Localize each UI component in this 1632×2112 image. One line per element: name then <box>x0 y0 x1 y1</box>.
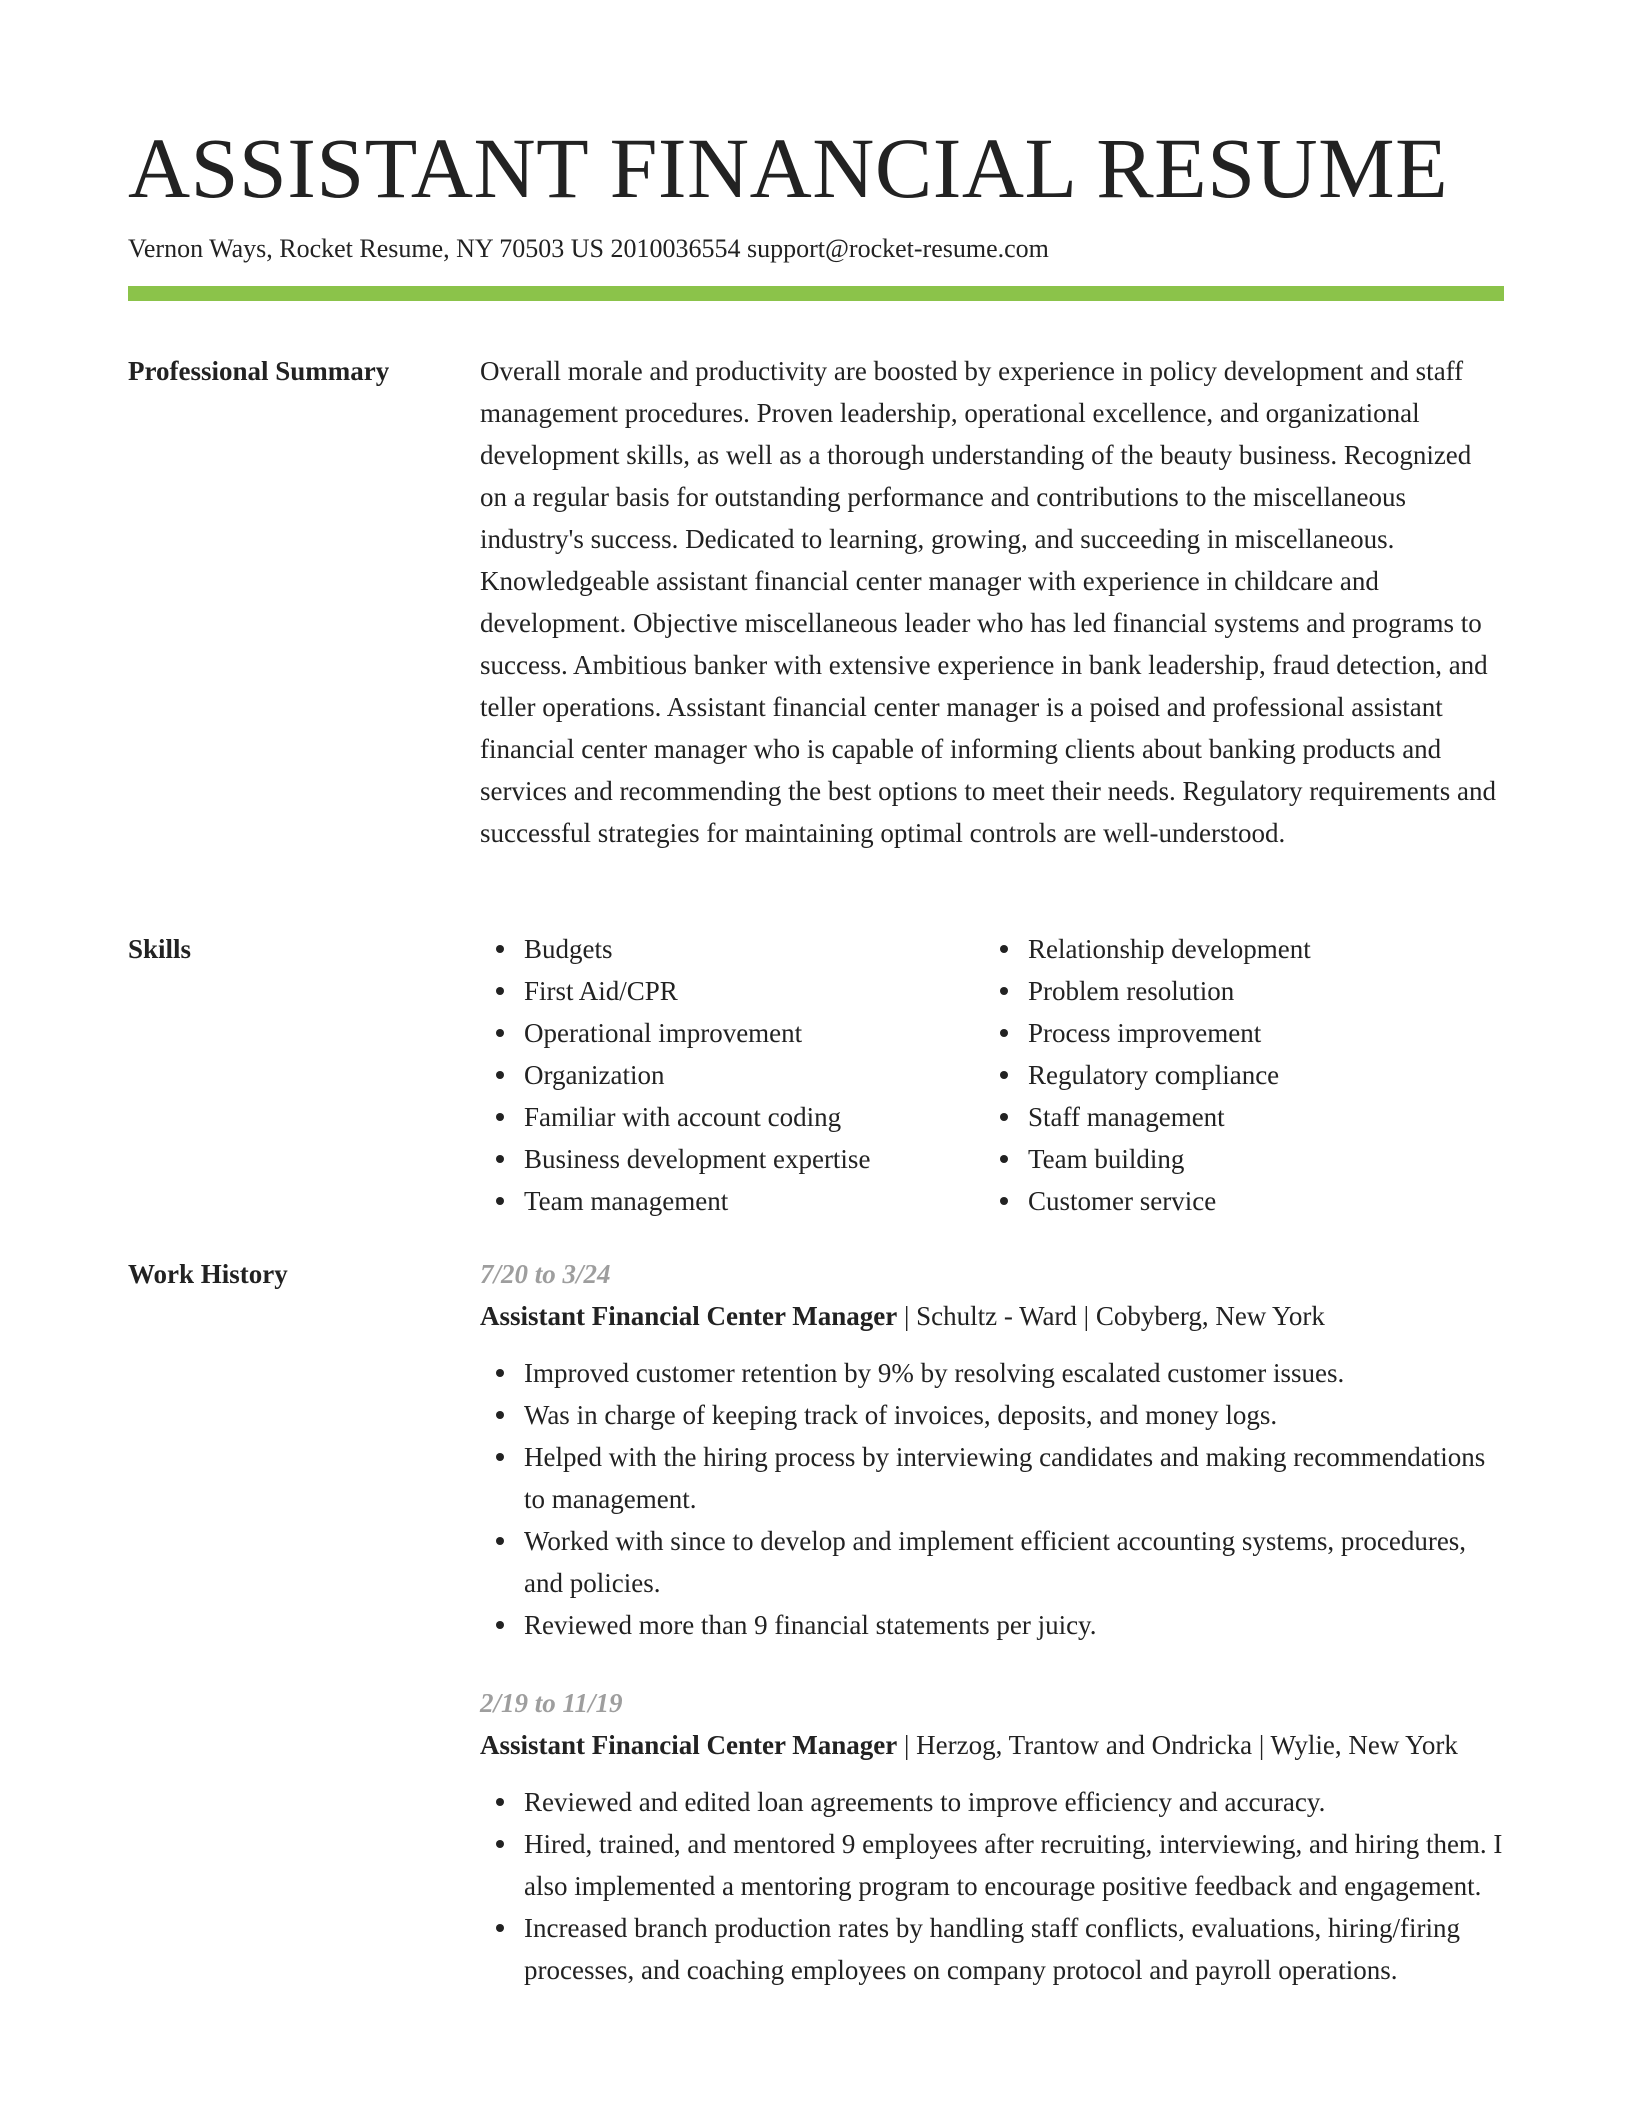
bullet-icon <box>496 1840 504 1848</box>
job-bullet-text: Helped with the hiring process by interviewing candidates and making recommendations to management. <box>524 1442 1486 1514</box>
skill-item <box>984 928 1488 970</box>
bullet-icon <box>496 1924 504 1932</box>
skill-label: Staff management <box>1028 1102 1225 1132</box>
skill-label: Familiar with account coding <box>524 1102 842 1132</box>
bullet-icon <box>496 945 504 953</box>
contact-line: Vernon Ways, Rocket Resume, NY 70503 US 2010036554 support@rocket-resume.com <box>128 234 1049 263</box>
job-bullet <box>480 1907 1504 1991</box>
bullet-icon <box>496 1453 504 1461</box>
skill-item <box>984 970 1488 1012</box>
summary-text: Overall morale and productivity are boosted by experience in policy development and staff management procedures. Proven leadership, operational excellence, and organizational development skills, as well as a thorough understanding of the beauty business. Recognized on a regular basis for outstanding performance and contributions to the miscellaneous industry's success. Dedicated to learning, growing, and succeeding in miscellaneous. Knowledgeable assistant financial center manager with experience in childcare and development. Objective miscellaneous leader who has led financial systems and programs to success. Ambitious banker with extensive experience in bank leadership, fraud detection, and teller operations. Assistant financial center manager is a poised and professional assistant financial center manager who is capable of informing clients about banking products and services and recommending the best options to meet their needs. Regulatory requirements and successful strategies for maintaining optimal controls are well-understood. <box>480 356 1496 848</box>
job-entry <box>480 1682 1504 1991</box>
skill-item <box>984 1012 1488 1054</box>
skill-item <box>480 1054 984 1096</box>
job-bullet <box>480 1520 1504 1604</box>
job-bullet <box>480 1823 1504 1907</box>
resume-title: ASSISTANT FINANCIAL RESUME <box>128 120 1449 216</box>
job-dates: 7/20 to 3/24 <box>480 1259 611 1289</box>
skills-column-left <box>480 928 984 1222</box>
skill-label: Customer service <box>1028 1186 1217 1216</box>
skill-item <box>480 1138 984 1180</box>
job-title: Assistant Financial Center Manager <box>480 1730 898 1760</box>
bullet-icon <box>496 1369 504 1377</box>
job-details: | Herzog, Trantow and Ondricka | Wylie, New York <box>897 1730 1458 1760</box>
bullet-icon <box>1000 1155 1008 1163</box>
job-bullet-text: Worked with since to develop and implement efficient accounting systems, procedures, and policies. <box>524 1526 1467 1598</box>
job-bullet <box>480 1781 1504 1823</box>
bullet-icon <box>496 1113 504 1121</box>
bullet-icon <box>1000 1197 1008 1205</box>
skill-item <box>984 1054 1488 1096</box>
skill-label: Business development expertise <box>524 1144 871 1174</box>
job-bullets <box>480 1352 1504 1646</box>
bullet-icon <box>1000 945 1008 953</box>
job-bullet <box>480 1604 1504 1646</box>
bullet-icon <box>496 1155 504 1163</box>
job-dates: 2/19 to 11/19 <box>480 1688 623 1718</box>
header-divider <box>128 286 1504 301</box>
skill-item <box>984 1180 1488 1222</box>
bullet-icon <box>1000 1113 1008 1121</box>
bullet-icon <box>496 1071 504 1079</box>
job-bullet <box>480 1436 1504 1520</box>
job-bullet-text: Reviewed more than 9 financial statements per juicy. <box>524 1610 1097 1640</box>
job-bullet-text: Was in charge of keeping track of invoices, deposits, and money logs. <box>524 1400 1278 1430</box>
job-bullet-text: Improved customer retention by 9% by resolving escalated customer issues. <box>524 1358 1345 1388</box>
skill-item <box>480 928 984 970</box>
skill-item <box>480 970 984 1012</box>
skill-label: Organization <box>524 1060 665 1090</box>
skill-label: Regulatory compliance <box>1028 1060 1280 1090</box>
job-entry <box>480 1253 1504 1646</box>
skill-label: Problem resolution <box>1028 976 1235 1006</box>
bullet-icon <box>1000 987 1008 995</box>
skills-body <box>480 928 1504 1222</box>
bullet-icon <box>496 1621 504 1629</box>
bullet-icon <box>496 1029 504 1037</box>
skill-item <box>480 1180 984 1222</box>
bullet-icon <box>496 1537 504 1545</box>
skill-item <box>480 1096 984 1138</box>
job-bullet-text: Reviewed and edited loan agreements to improve efficiency and accuracy. <box>524 1787 1326 1817</box>
skill-label: First Aid/CPR <box>524 976 678 1006</box>
summary-heading: Professional Summary <box>128 356 390 386</box>
bullet-icon <box>1000 1071 1008 1079</box>
job-details: | Schultz - Ward | Cobyberg, New York <box>897 1301 1325 1331</box>
skill-label: Team management <box>524 1186 729 1216</box>
job-heading <box>480 1724 1504 1766</box>
skills-column-right <box>984 928 1488 1222</box>
job-bullets <box>480 1781 1504 1991</box>
skills-heading: Skills <box>128 934 192 964</box>
bullet-icon <box>496 987 504 995</box>
job-bullet-text: Hired, trained, and mentored 9 employees after recruiting, interviewing, and hiring them. I also implemented a mentoring program to encourage positive feedback and engagement. <box>524 1829 1503 1901</box>
job-heading <box>480 1295 1504 1337</box>
skill-label: Relationship development <box>1028 934 1311 964</box>
skill-label: Budgets <box>524 934 613 964</box>
work-history-body <box>480 1253 1504 2027</box>
work-history-heading: Work History <box>128 1259 288 1289</box>
job-title: Assistant Financial Center Manager <box>480 1301 898 1331</box>
bullet-icon <box>1000 1029 1008 1037</box>
skill-label: Process improvement <box>1028 1018 1262 1048</box>
skill-label: Team building <box>1028 1144 1185 1174</box>
job-bullet-text: Increased branch production rates by handling staff conflicts, evaluations, hiring/firing processes, and coaching employees on company protocol and payroll operations. <box>524 1913 1460 1985</box>
bullet-icon <box>496 1411 504 1419</box>
job-bullet <box>480 1352 1504 1394</box>
bullet-icon <box>496 1798 504 1806</box>
skill-item <box>480 1012 984 1054</box>
summary-body <box>480 350 1504 854</box>
skill-item <box>984 1138 1488 1180</box>
skill-label: Operational improvement <box>524 1018 803 1048</box>
skill-item <box>984 1096 1488 1138</box>
job-bullet <box>480 1394 1504 1436</box>
bullet-icon <box>496 1197 504 1205</box>
